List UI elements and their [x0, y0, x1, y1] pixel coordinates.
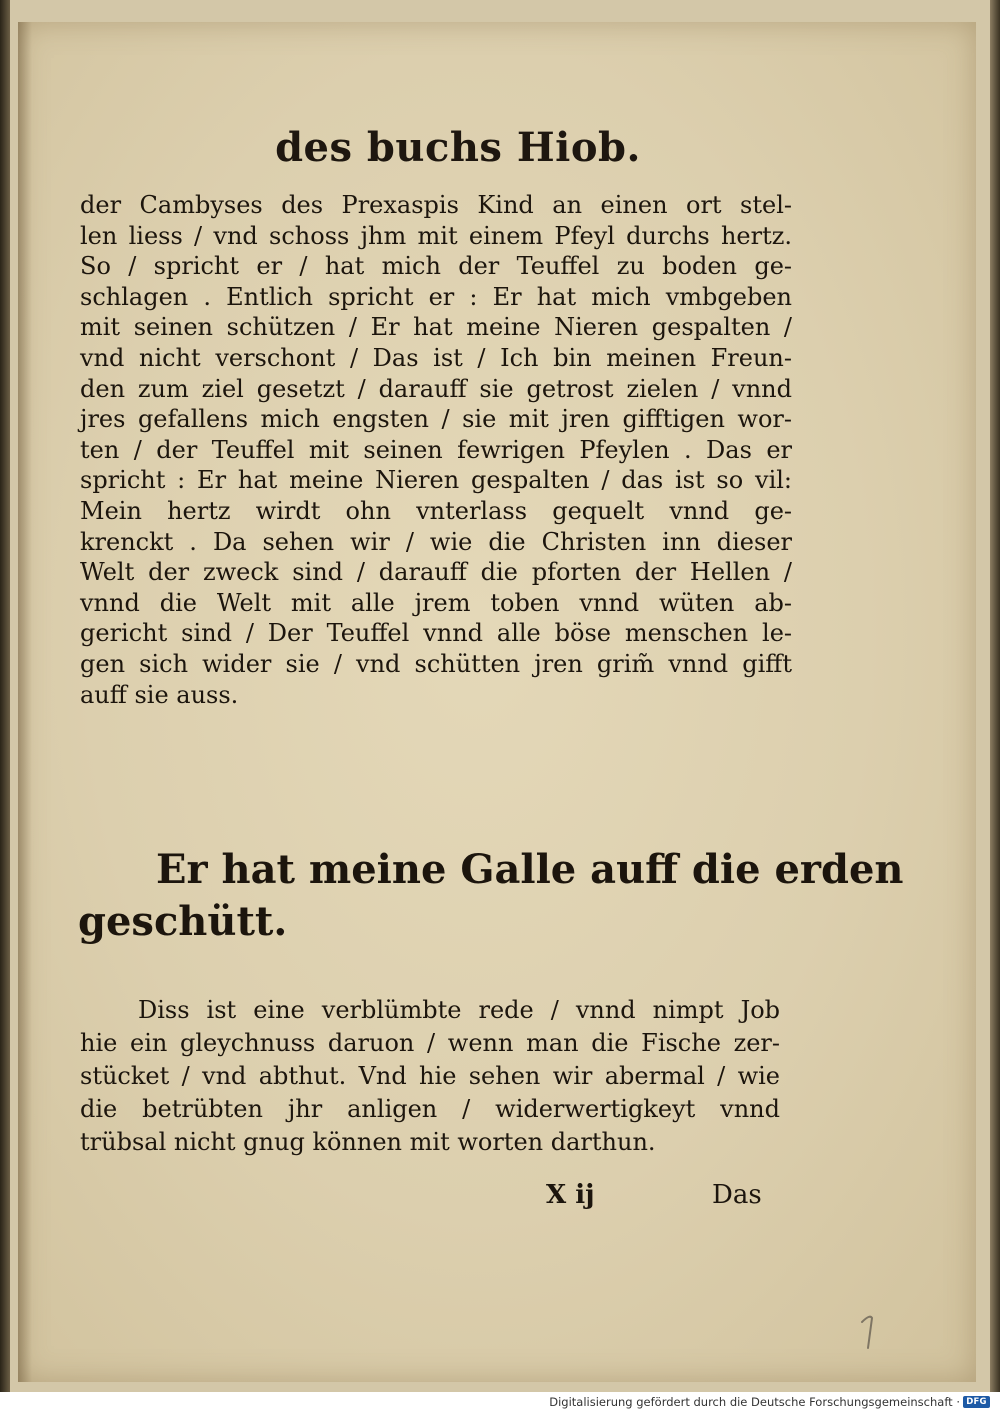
- text-line: den zum ziel gesetzt / darauff sie getrost zielen / vnnd: [80, 374, 792, 403]
- catchword: Das: [712, 1180, 762, 1210]
- text-line: So / spricht er / hat mich der Teuffel zu boden ge-: [80, 252, 792, 281]
- section-heading: [78, 844, 904, 948]
- scan-edge-left: [0, 0, 10, 1392]
- text-line: mit seinen schützen / Er hat meine Nieren gespalten /: [80, 313, 792, 342]
- text-line: vnnd die Welt mit alle jrem toben vnnd wüten ab-: [80, 588, 792, 617]
- running-head: des buchs Hiob.: [275, 124, 641, 171]
- text-line: ten / der Teuffel mit seinen fewrigen Pfeylen . Das er: [80, 435, 792, 464]
- dfg-logo: DFG: [963, 1396, 990, 1408]
- text-line: die betrübten jhr anligen / widerwertigkeyt vnnd: [80, 1095, 780, 1123]
- book-page: [18, 22, 976, 1382]
- text-line: hie ein gleychnuss daruon / wenn man die Fische zer-: [80, 1029, 780, 1057]
- scan-edge-right: [990, 0, 1000, 1392]
- signature-mark: X ij: [546, 1180, 595, 1210]
- text-line: len liess / vnd schoss jhm mit einem Pfeyl durchs hertz.: [80, 221, 792, 250]
- pencil-page-number: [854, 1312, 884, 1352]
- text-line: krenckt . Da sehen wir / wie die Christen inn dieser: [80, 527, 792, 556]
- text-line: gen sich wider sie / vnd schütten jren grim̃ vnnd gifft: [80, 649, 792, 678]
- page-gutter-shadow: [18, 22, 32, 1382]
- text-line: Welt der zweck sind / darauff die pforten der Hellen /: [80, 558, 792, 587]
- paragraph-1: [80, 190, 792, 710]
- text-line: trübsal nicht gnug können mit worten darthun.: [80, 1128, 656, 1156]
- text-line: gericht sind / Der Teuffel vnnd alle böse menschen le-: [80, 619, 792, 648]
- text-line: vnd nicht verschont / Das ist / Ich bin meinen Freun-: [80, 343, 792, 372]
- text-line: stücket / vnd abthut. Vnd hie sehen wir abermal / wie: [80, 1062, 780, 1090]
- heading-line: Er hat meine Galle auff die erden: [156, 846, 904, 893]
- text-line: Mein hertz wirdt ohn vnterlass gequelt vnnd ge-: [80, 496, 792, 525]
- heading-line: geschütt.: [78, 898, 288, 945]
- paragraph-2: [80, 994, 780, 1159]
- text-line: spricht : Er hat meine Nieren gespalten / das ist so vil:: [80, 466, 792, 495]
- text-line: Diss ist eine verblümbte rede / vnnd nimpt Job: [138, 996, 780, 1024]
- text-line: der Cambyses des Prexaspis Kind an einen ort stel-: [80, 191, 792, 219]
- text-line: auff sie auss.: [80, 680, 239, 709]
- text-line: schlagen . Entlich spricht er : Er hat mich vmbgeben: [80, 282, 792, 311]
- text-line: jres gefallens mich engsten / sie mit jren gifftigen wor-: [80, 405, 792, 434]
- footer-credit: Digitalisierung gefördert durch die Deutsche Forschungsgemeinschaft ·: [549, 1395, 960, 1409]
